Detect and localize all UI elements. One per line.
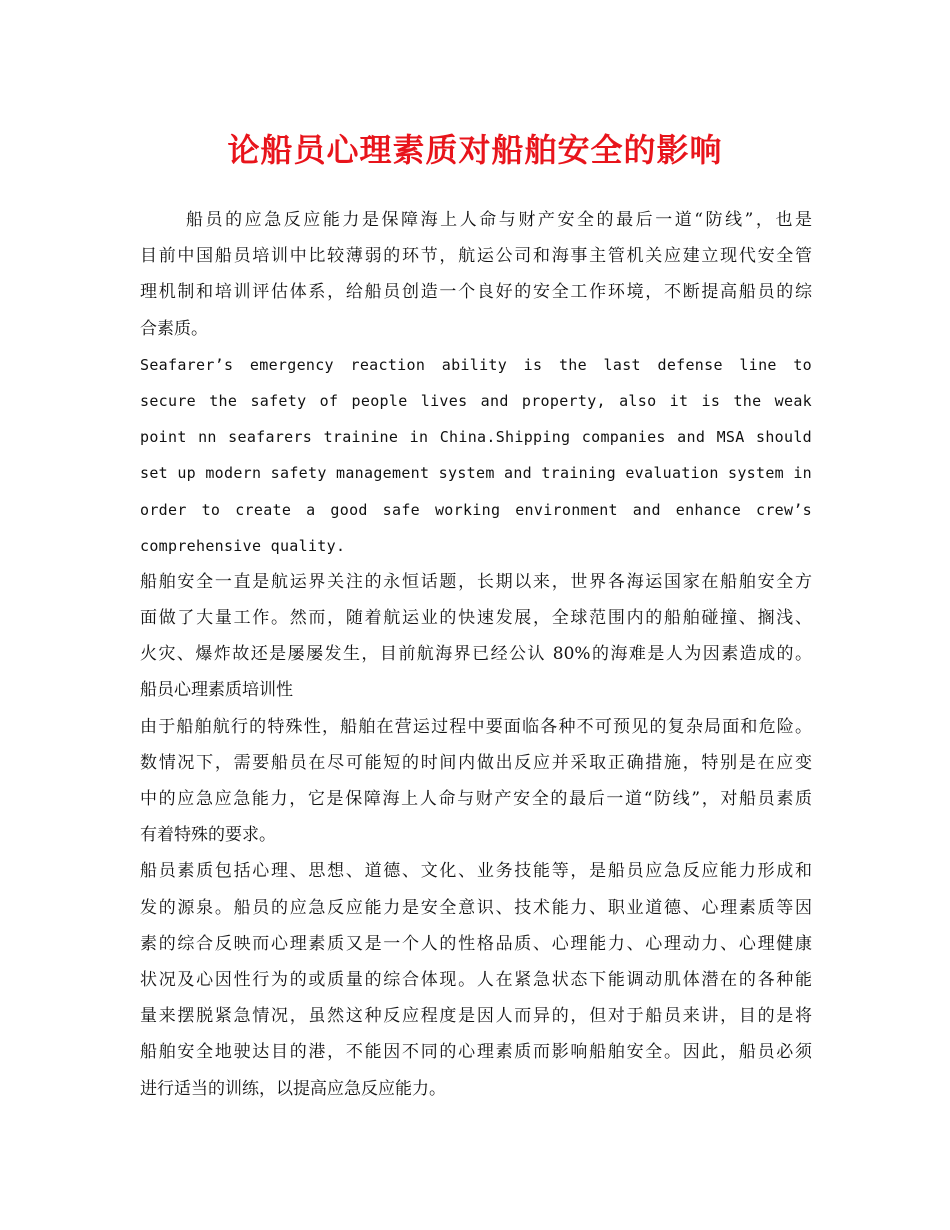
paragraph-intro xyxy=(140,202,812,347)
text-line: secure the safety of people lives and property, also it is the weak xyxy=(140,391,812,410)
text-line: 理机制和培训评估体系，给船员创造一个良好的安全工作环境，不断提高船员的综 xyxy=(140,282,812,303)
text-line: 船舶安全地驶达目的港，不能因不同的心理素质而影响船舶安全。因此，船员必须 xyxy=(140,1042,812,1063)
text-line: 素的综合反映而心理素质又是一个人的性格品质、心理能力、心理动力、心理健康 xyxy=(140,933,812,954)
text-line: 船员的应急反应能力是保障海上人命与财产安全的最后一道“防线”，也是 xyxy=(186,210,812,230)
english-abstract xyxy=(140,347,812,564)
text-line: 面做了大量工作。然而，随着航运业的快速发展，全球范围内的船舶碰撞、搁浅、 xyxy=(140,608,812,629)
text-line: 船员素质包括心理、思想、道德、文化、业务技能等，是船员应急反应能力形成和 xyxy=(140,861,812,882)
text-line: 合素质。 xyxy=(140,318,208,339)
text-line: point nn seafarers trainine in China.Shipping companies and MSA should xyxy=(140,428,812,447)
document-title: 论船员心理素质对船舶安全的影响 xyxy=(227,131,723,169)
document-body xyxy=(140,202,812,1107)
text-line: 中的应急应急能力，它是保障海上人命与财产安全的最后一道“防线”，对船员素质 xyxy=(140,789,812,809)
text-line: 船舶安全一直是航运界关注的永恒话题，长期以来，世界各海运国家在船舶安全方 xyxy=(140,571,812,592)
text-line: 有着特殊的要求。 xyxy=(140,825,276,846)
paragraph-quality xyxy=(140,853,812,1106)
text-line: 数情况下，需要船员在尽可能短的时间内做出反应并采取正确措施，特别是在应变 xyxy=(140,752,812,773)
text-line: 量来摆脱紧急情况，虽然这种反应程度是因人而异的，但对于船员来讲，目的是将 xyxy=(140,1006,812,1027)
paragraph-specialty xyxy=(140,709,812,854)
text-line: Seafarer’s emergency reaction ability is the last defense line to xyxy=(140,355,812,374)
section-heading: 船员心理素质培训性 xyxy=(140,680,293,701)
text-line: 进行适当的训练，以提高应急反应能力。 xyxy=(140,1078,446,1099)
text-line: 目前中国船员培训中比较薄弱的环节，航运公司和海事主管机关应建立现代安全管 xyxy=(140,246,812,267)
text-line: 发的源泉。船员的应急反应能力是安全意识、技术能力、职业道德、心理素质等因 xyxy=(140,897,812,918)
text-line: 火灾、爆炸故还是屡屡发生，目前航海界已经公认 80%的海难是人为因素造成的。 xyxy=(140,644,812,665)
text-line: order to create a good safe working environment and enhance crew’s xyxy=(140,500,812,519)
paragraph-background xyxy=(140,564,812,673)
text-line: 状况及心因性行为的或质量的综合体现。人在紧急状态下能调动肌体潜在的各种能 xyxy=(140,969,812,990)
text-line: 由于船舶航行的特殊性，船舶在营运过程中要面临各种不可预见的复杂局面和危险。 xyxy=(140,716,812,737)
text-line: set up modern safety management system and training evaluation system in xyxy=(140,464,812,483)
text-line: comprehensive quality. xyxy=(140,536,346,555)
